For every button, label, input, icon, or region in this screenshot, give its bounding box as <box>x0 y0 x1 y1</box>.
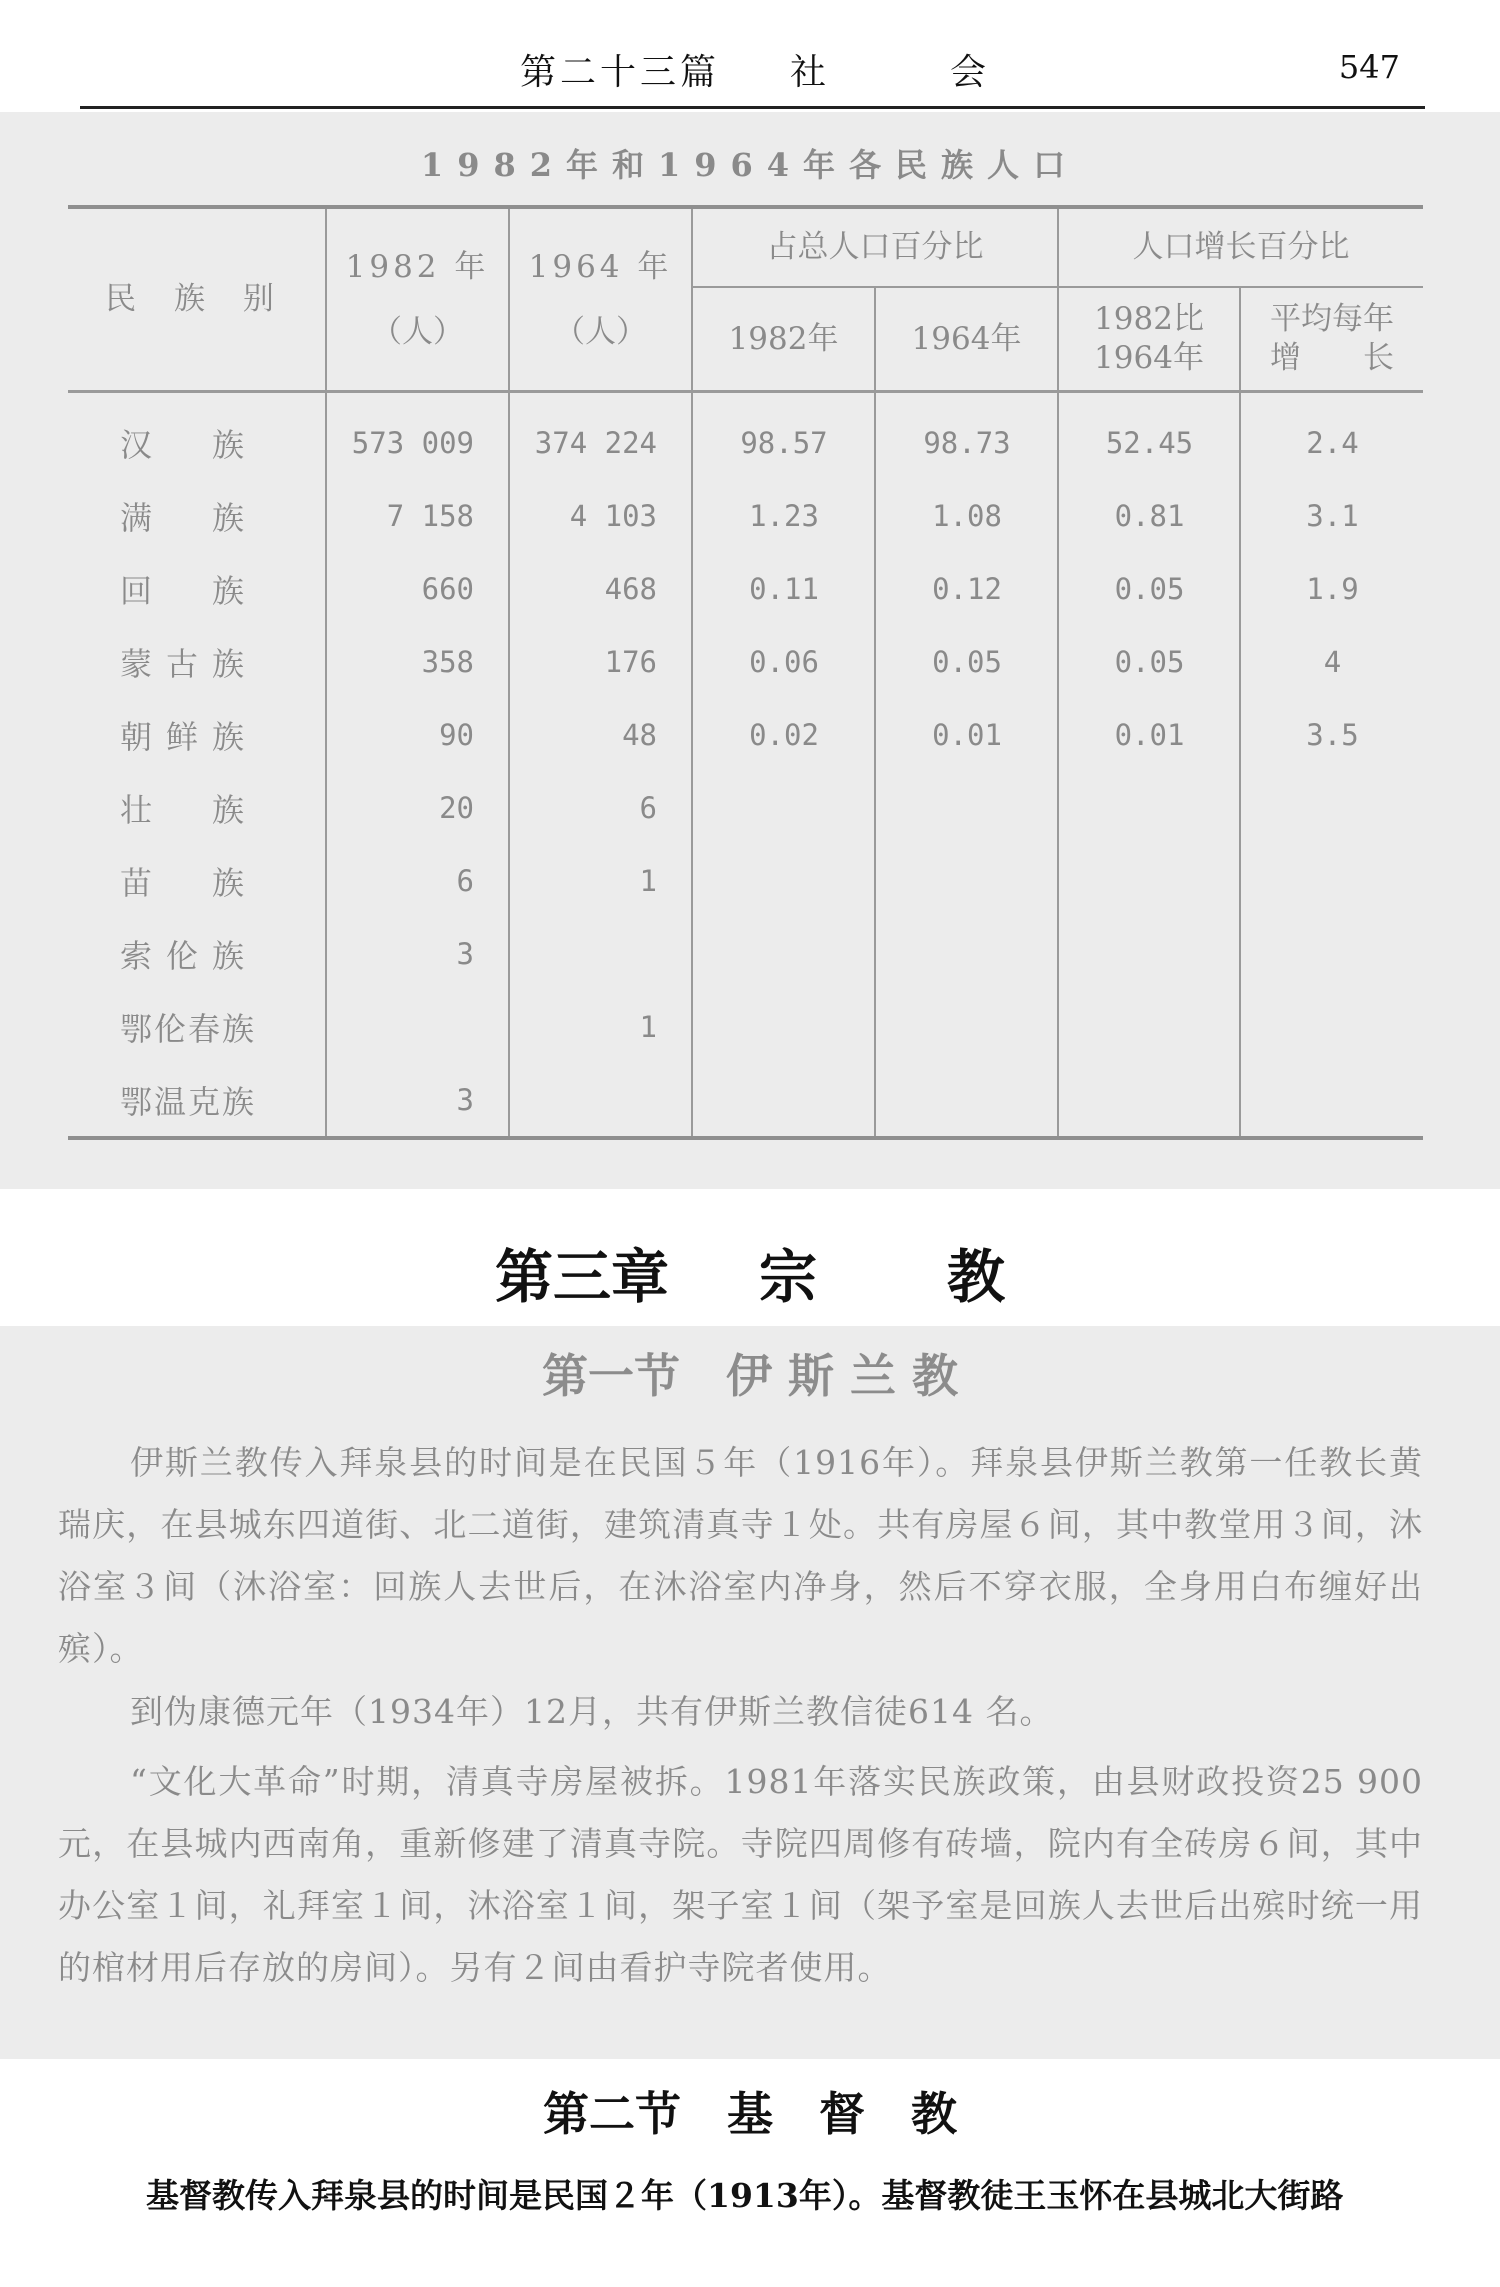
running-header-part: 第二十三篇 <box>520 52 721 93</box>
table-caption: 1982年和1964年各民族人口 <box>420 146 1080 184</box>
share-1964 <box>875 1063 1058 1138</box>
table-row <box>68 479 1423 552</box>
nation-name: 汉 族 <box>120 425 259 464</box>
header-growth-ratio: 1982比 1964年 <box>1058 287 1240 392</box>
growth-avg: 1.9 <box>1240 552 1423 625</box>
growth-avg <box>1240 844 1423 917</box>
pop-1964: 1 <box>509 990 692 1063</box>
section-title: 第一节 伊 斯 兰 教 <box>541 1349 959 1403</box>
nation-name: 壮 族 <box>120 790 259 829</box>
growth-ratio: 0.05 <box>1058 552 1240 625</box>
share-1964: 1.08 <box>875 479 1058 552</box>
pop-1982: 20 <box>326 771 509 844</box>
pop-1982: 358 <box>326 625 509 698</box>
nation-name: 朝鲜族 <box>120 717 259 756</box>
growth-ratio <box>1058 990 1240 1063</box>
growth-avg: 4 <box>1240 625 1423 698</box>
pop-1964 <box>509 917 692 990</box>
share-1964: 0.05 <box>875 625 1058 698</box>
table-row <box>68 1063 1423 1138</box>
pop-1964: 48 <box>509 698 692 771</box>
growth-ratio <box>1058 771 1240 844</box>
table-row <box>68 844 1423 917</box>
nation-name: 满 族 <box>120 498 259 537</box>
pop-1982 <box>326 990 509 1063</box>
pop-1982: 573 009 <box>326 392 509 480</box>
header-growth-group: 人口增长百分比 <box>1058 207 1423 287</box>
page-number: 547 <box>1338 48 1400 86</box>
table-row <box>68 771 1423 844</box>
pop-1964: 176 <box>509 625 692 698</box>
table-row <box>68 698 1423 771</box>
header-share-group: 占总人口百分比 <box>692 207 1058 287</box>
share-1982: 0.06 <box>692 625 875 698</box>
pop-1964: 4 103 <box>509 479 692 552</box>
growth-avg: 3.5 <box>1240 698 1423 771</box>
pop-1964 <box>509 1063 692 1138</box>
share-1964 <box>875 771 1058 844</box>
nation-name: 索伦族 <box>120 936 259 975</box>
header-1982: 1982 年 （人） <box>326 207 509 392</box>
nation-name: 鄂伦春族 <box>120 1009 257 1048</box>
growth-ratio: 52.45 <box>1058 392 1240 480</box>
header-share-1982: 1982年 <box>692 287 875 392</box>
nation-name: 回 族 <box>120 571 259 610</box>
share-1964: 0.12 <box>875 552 1058 625</box>
pop-1964: 1 <box>509 844 692 917</box>
growth-ratio <box>1058 1063 1240 1138</box>
growth-avg <box>1240 990 1423 1063</box>
growth-ratio <box>1058 917 1240 990</box>
share-1982: 1.23 <box>692 479 875 552</box>
paragraph: 基督教传入拜泉县的时间是民国２年（1913年）。基督教徒王玉怀在县城北大街路 <box>146 2176 1344 2215</box>
share-1982 <box>692 990 875 1063</box>
growth-ratio: 0.05 <box>1058 625 1240 698</box>
share-1964 <box>875 990 1058 1063</box>
pop-1964: 468 <box>509 552 692 625</box>
pop-1982: 7 158 <box>326 479 509 552</box>
share-1982 <box>692 1063 875 1138</box>
pop-1982: 3 <box>326 1063 509 1138</box>
nation-name: 苗 族 <box>120 863 259 902</box>
running-header-word-2: 会 <box>950 52 991 93</box>
pop-1982: 3 <box>326 917 509 990</box>
population-table <box>68 205 1423 1140</box>
pop-1964: 374 224 <box>509 392 692 480</box>
share-1982: 98.57 <box>692 392 875 480</box>
table-row <box>68 625 1423 698</box>
table-row <box>68 917 1423 990</box>
running-header-word-1: 社 <box>790 52 831 93</box>
share-1964 <box>875 844 1058 917</box>
growth-avg <box>1240 771 1423 844</box>
share-1982 <box>692 917 875 990</box>
nation-name: 蒙古族 <box>120 644 259 683</box>
share-1982: 0.11 <box>692 552 875 625</box>
paragraph: “文化大革命”时期，清真寺房屋被拆。1981年落实民族政策，由县财政投资25 900元，在县城内西南角，重新修建了清真寺院。寺院四周修有砖墙，院内有全砖房６间，其中办公室１间，礼拜室１间，沐浴室１间，架子室１间（架予室是回族人去世后出殡时统一用的棺材用后存放的房间）。另有２间由看护寺院者使用。 <box>58 1762 1423 1987</box>
nation-name: 鄂温克族 <box>120 1082 257 1121</box>
share-1982 <box>692 844 875 917</box>
growth-ratio <box>1058 844 1240 917</box>
header-1964: 1964 年 （人） <box>509 207 692 392</box>
pop-1982: 90 <box>326 698 509 771</box>
share-1964: 98.73 <box>875 392 1058 480</box>
growth-ratio: 0.81 <box>1058 479 1240 552</box>
pop-1982: 6 <box>326 844 509 917</box>
chapter-title <box>0 1230 1500 1314</box>
growth-ratio: 0.01 <box>1058 698 1240 771</box>
pop-1964: 6 <box>509 771 692 844</box>
table-row <box>68 552 1423 625</box>
paragraph: 到伪康德元年（1934年）12月，共有伊斯兰教信徒614 名。 <box>130 1692 1054 1731</box>
header-nation: 民 族 别 <box>105 281 288 318</box>
chapter-word-2: 教 <box>947 1243 1006 1311</box>
section-title: 第二节 基 督 教 <box>543 2087 957 2141</box>
header-share-1964: 1964年 <box>875 287 1058 392</box>
table-row <box>68 990 1423 1063</box>
table-row <box>68 392 1423 480</box>
share-1964 <box>875 917 1058 990</box>
header-growth-avg: 平均每年 增 长 <box>1240 287 1423 392</box>
growth-avg: 3.1 <box>1240 479 1423 552</box>
chapter-number: 第三章 <box>494 1243 669 1311</box>
growth-avg <box>1240 917 1423 990</box>
share-1982 <box>692 771 875 844</box>
share-1964: 0.01 <box>875 698 1058 771</box>
share-1982: 0.02 <box>692 698 875 771</box>
header-rule <box>80 106 1425 109</box>
paragraph: 伊斯兰教传入拜泉县的时间是在民国５年（1916年）。拜泉县伊斯兰教第一任教长黄瑞庆，在县城东四道街、北二道街，建筑清真寺１处。共有房屋６间，其中教堂用３间，沐浴室３间（沐浴室：回族人去世后，在沐浴室内净身，然后不穿衣服，全身用白布缠好出殡）。 <box>58 1443 1423 1668</box>
growth-avg <box>1240 1063 1423 1138</box>
growth-avg: 2.4 <box>1240 392 1423 480</box>
pop-1982: 660 <box>326 552 509 625</box>
chapter-word-1: 宗 <box>758 1243 817 1311</box>
